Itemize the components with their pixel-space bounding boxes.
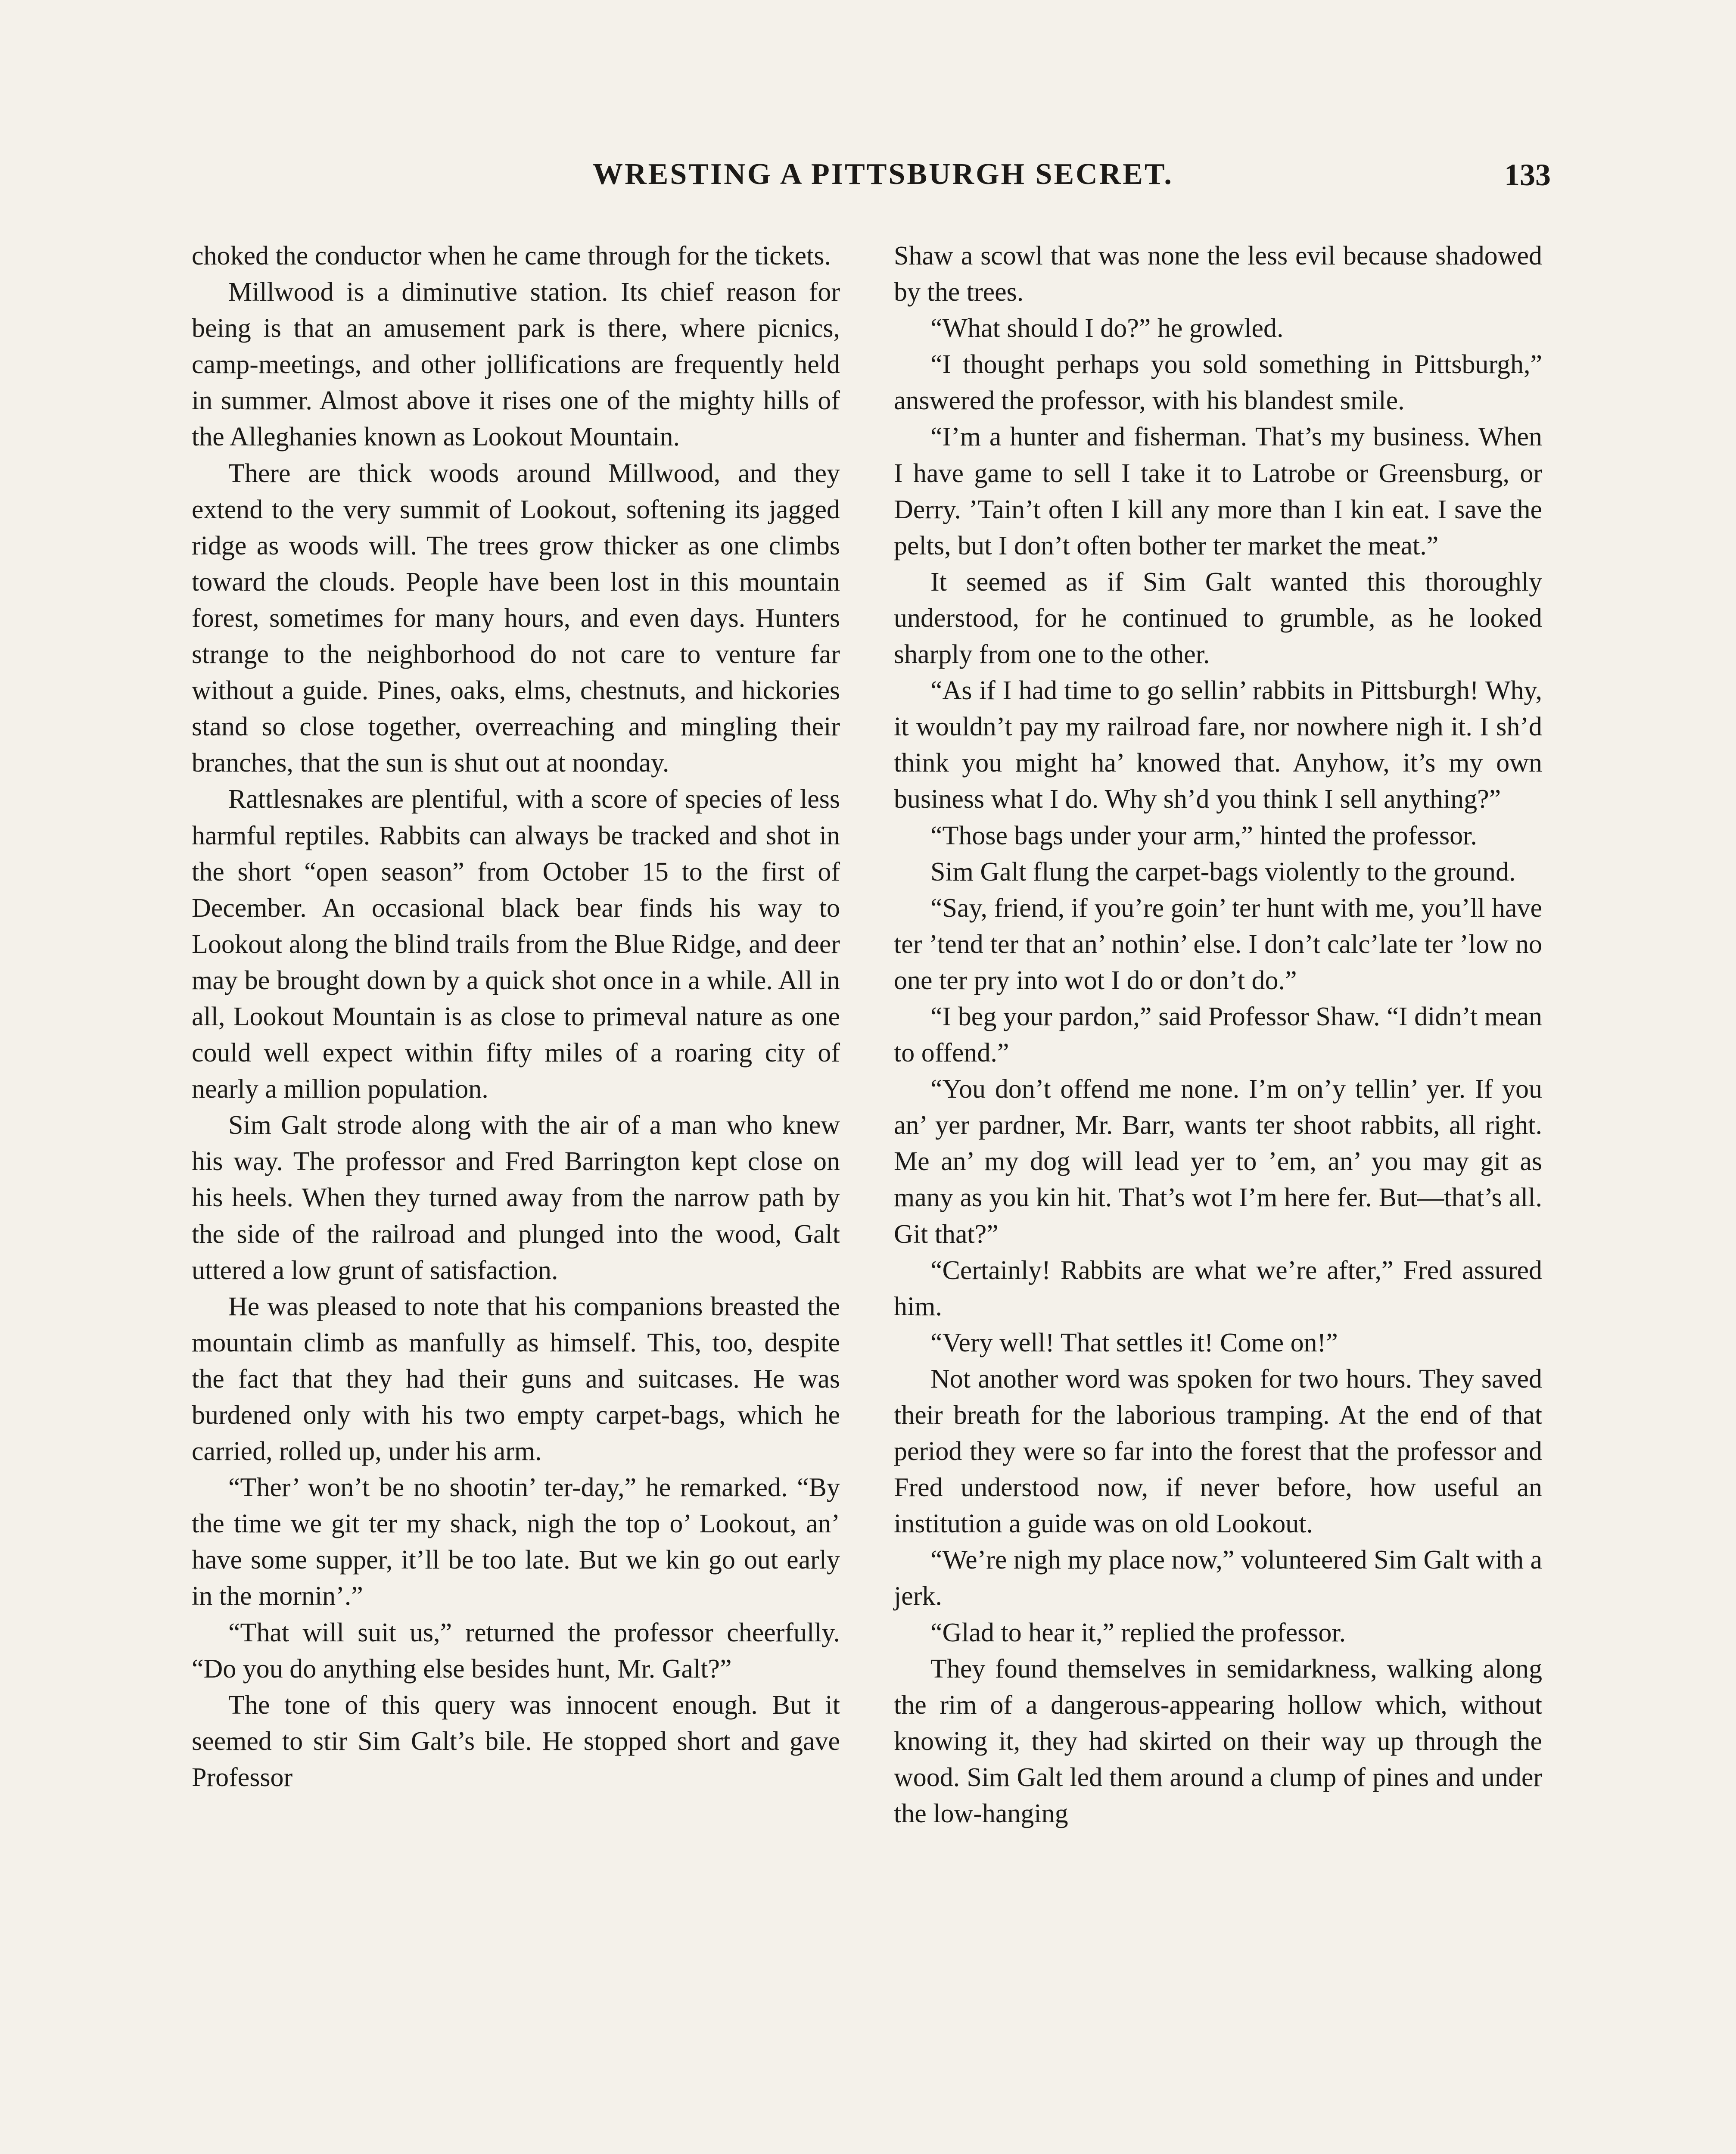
paragraph: “Ther’ won’t be no shootin’ ter-day,” he remarked. “By the time we git ter my shack, nigh the top o’ Lookout, an’ have some supper, it’ll be too late. But we kin go out early in the mornin’.” bbox=[192, 1473, 840, 1611]
paragraph: “You don’t offend me none. I’m on’y tellin’ yer. If you an’ yer pardner, Mr. Barr, wants ter shoot rabbits, all right. Me an’ my dog will lead yer to ’em, an’ you may git as many as you kin hit. That’s wot I’m here fer. But—that’s all. Git that?” bbox=[894, 1074, 1542, 1249]
paragraph: “I thought perhaps you sold something in Pittsburgh,” answered the professor, with his blandest smile. bbox=[894, 350, 1542, 416]
paragraph: “I beg your pardon,” said Professor Shaw. “I didn’t mean to offend.” bbox=[894, 1002, 1542, 1068]
paragraph: “Very well! That settles it! Come on!” bbox=[930, 1328, 1338, 1357]
page-number: 133 bbox=[1504, 158, 1551, 192]
paragraph: The tone of this query was innocent enough. But it seemed to stir Sim Galt’s bile. He stopped short and gave Professor bbox=[192, 1690, 840, 1792]
right-column bbox=[894, 238, 1542, 1832]
paragraph: He was pleased to note that his companions breasted the mountain climb as manfully as himself. This, too, despite the fact that they had their guns and suitcases. He was burdened only with his two empty carpet-bags, which he carried, rolled up, under his arm. bbox=[192, 1292, 840, 1466]
paragraph: Rattlesnakes are plentiful, with a score of species of less harmful reptiles. Rabbits can always be tracked and shot in the short “open season” from October 15 to the first of December. An occasional black bear finds his way to Lookout along the blind trails from the Blue Ridge, and deer may be brought down by a quick shot once in a while. All in all, Lookout Mountain is as close to primeval nature as one could well expect within fifty miles of a roaring city of nearly a million population. bbox=[192, 784, 840, 1104]
paragraph: “I’m a hunter and fisherman. That’s my business. When I have game to sell I take it to Latrobe or Greensburg, or Derry. ’Tain’t often I kill any more than I kin eat. I save the pelts, but I don’t often bother ter market the meat.” bbox=[894, 422, 1542, 560]
paragraph: Millwood is a diminutive station. Its chief reason for being is that an amusement park is there, where picnics, camp-meetings, and other jollifications are frequently held in summer. Almost above it rises one of the mighty hills of the Alleghanies known as Lookout Mountain. bbox=[192, 277, 840, 452]
paragraph: “That will suit us,” returned the professor cheerfully. “Do you do anything else besides hunt, Mr. Galt?” bbox=[192, 1618, 840, 1684]
paragraph: “Glad to hear it,” replied the professor. bbox=[930, 1618, 1346, 1647]
paragraph: “We’re nigh my place now,” volunteered Sim Galt with a jerk. bbox=[894, 1545, 1542, 1611]
paragraph: “What should I do?” he growled. bbox=[930, 314, 1284, 343]
paragraph: “As if I had time to go sellin’ rabbits in Pittsburgh! Why, it wouldn’t pay my railroad fare, nor nowhere nigh it. I sh’d think you might ha’ knowed that. Anyhow, it’s my own business what I do. Why sh’d you think I sell anything?” bbox=[894, 676, 1542, 814]
paragraph: “Certainly! Rabbits are what we’re after,” Fred assured him. bbox=[894, 1255, 1542, 1321]
paragraph: Shaw a scowl that was none the less evil because shadowed by the trees. bbox=[894, 241, 1542, 307]
paragraph: “Those bags under your arm,” hinted the professor. bbox=[930, 821, 1477, 850]
paragraph: They found themselves in semidarkness, walking along the rim of a dangerous-appearing hollow which, without knowing it, they had skirted on their way up through the wood. Sim Galt led them around a clump of pines and under the low-hanging bbox=[894, 1654, 1542, 1829]
paragraph: “Say, friend, if you’re goin’ ter hunt with me, you’ll have ter ’tend ter that an’ nothin’ else. I don’t calc’late ter ’low no one ter pry into wot I do or don’t do.” bbox=[894, 893, 1542, 995]
left-column bbox=[192, 238, 840, 1796]
running-title: WRESTING A PITTSBURGH SECRET. bbox=[593, 158, 1173, 191]
paragraph: choked the conductor when he came through for the tickets. bbox=[192, 241, 831, 271]
paragraph: Sim Galt flung the carpet-bags violently to the ground. bbox=[930, 857, 1516, 887]
paragraph: Sim Galt strode along with the air of a man who knew his way. The professor and Fred Barrington kept close on his heels. When they turned away from the narrow path by the side of the railroad and plunged into the wood, Galt uttered a low grunt of satisfaction. bbox=[192, 1111, 840, 1285]
paragraph: There are thick woods around Millwood, and they extend to the very summit of Lookout, softening its jagged ridge as woods will. The trees grow thicker as one climbs toward the clouds. People have been lost in this mountain forest, sometimes for many hours, and even days. Hunters strange to the neighborhood do not care to venture far without a guide. Pines, oaks, elms, chestnuts, and hickories stand so close together, overreaching and mingling their branches, that the sun is shut out at noonday. bbox=[192, 458, 840, 778]
paragraph: Not another word was spoken for two hours. They saved their breath for the laborious tramping. At the end of that period they were so far into the forest that the professor and Fred understood now, if never before, how useful an institution a guide was on old Lookout. bbox=[894, 1364, 1542, 1539]
paragraph: It seemed as if Sim Galt wanted this thoroughly understood, for he continued to grumble, as he looked sharply from one to the other. bbox=[894, 567, 1542, 669]
